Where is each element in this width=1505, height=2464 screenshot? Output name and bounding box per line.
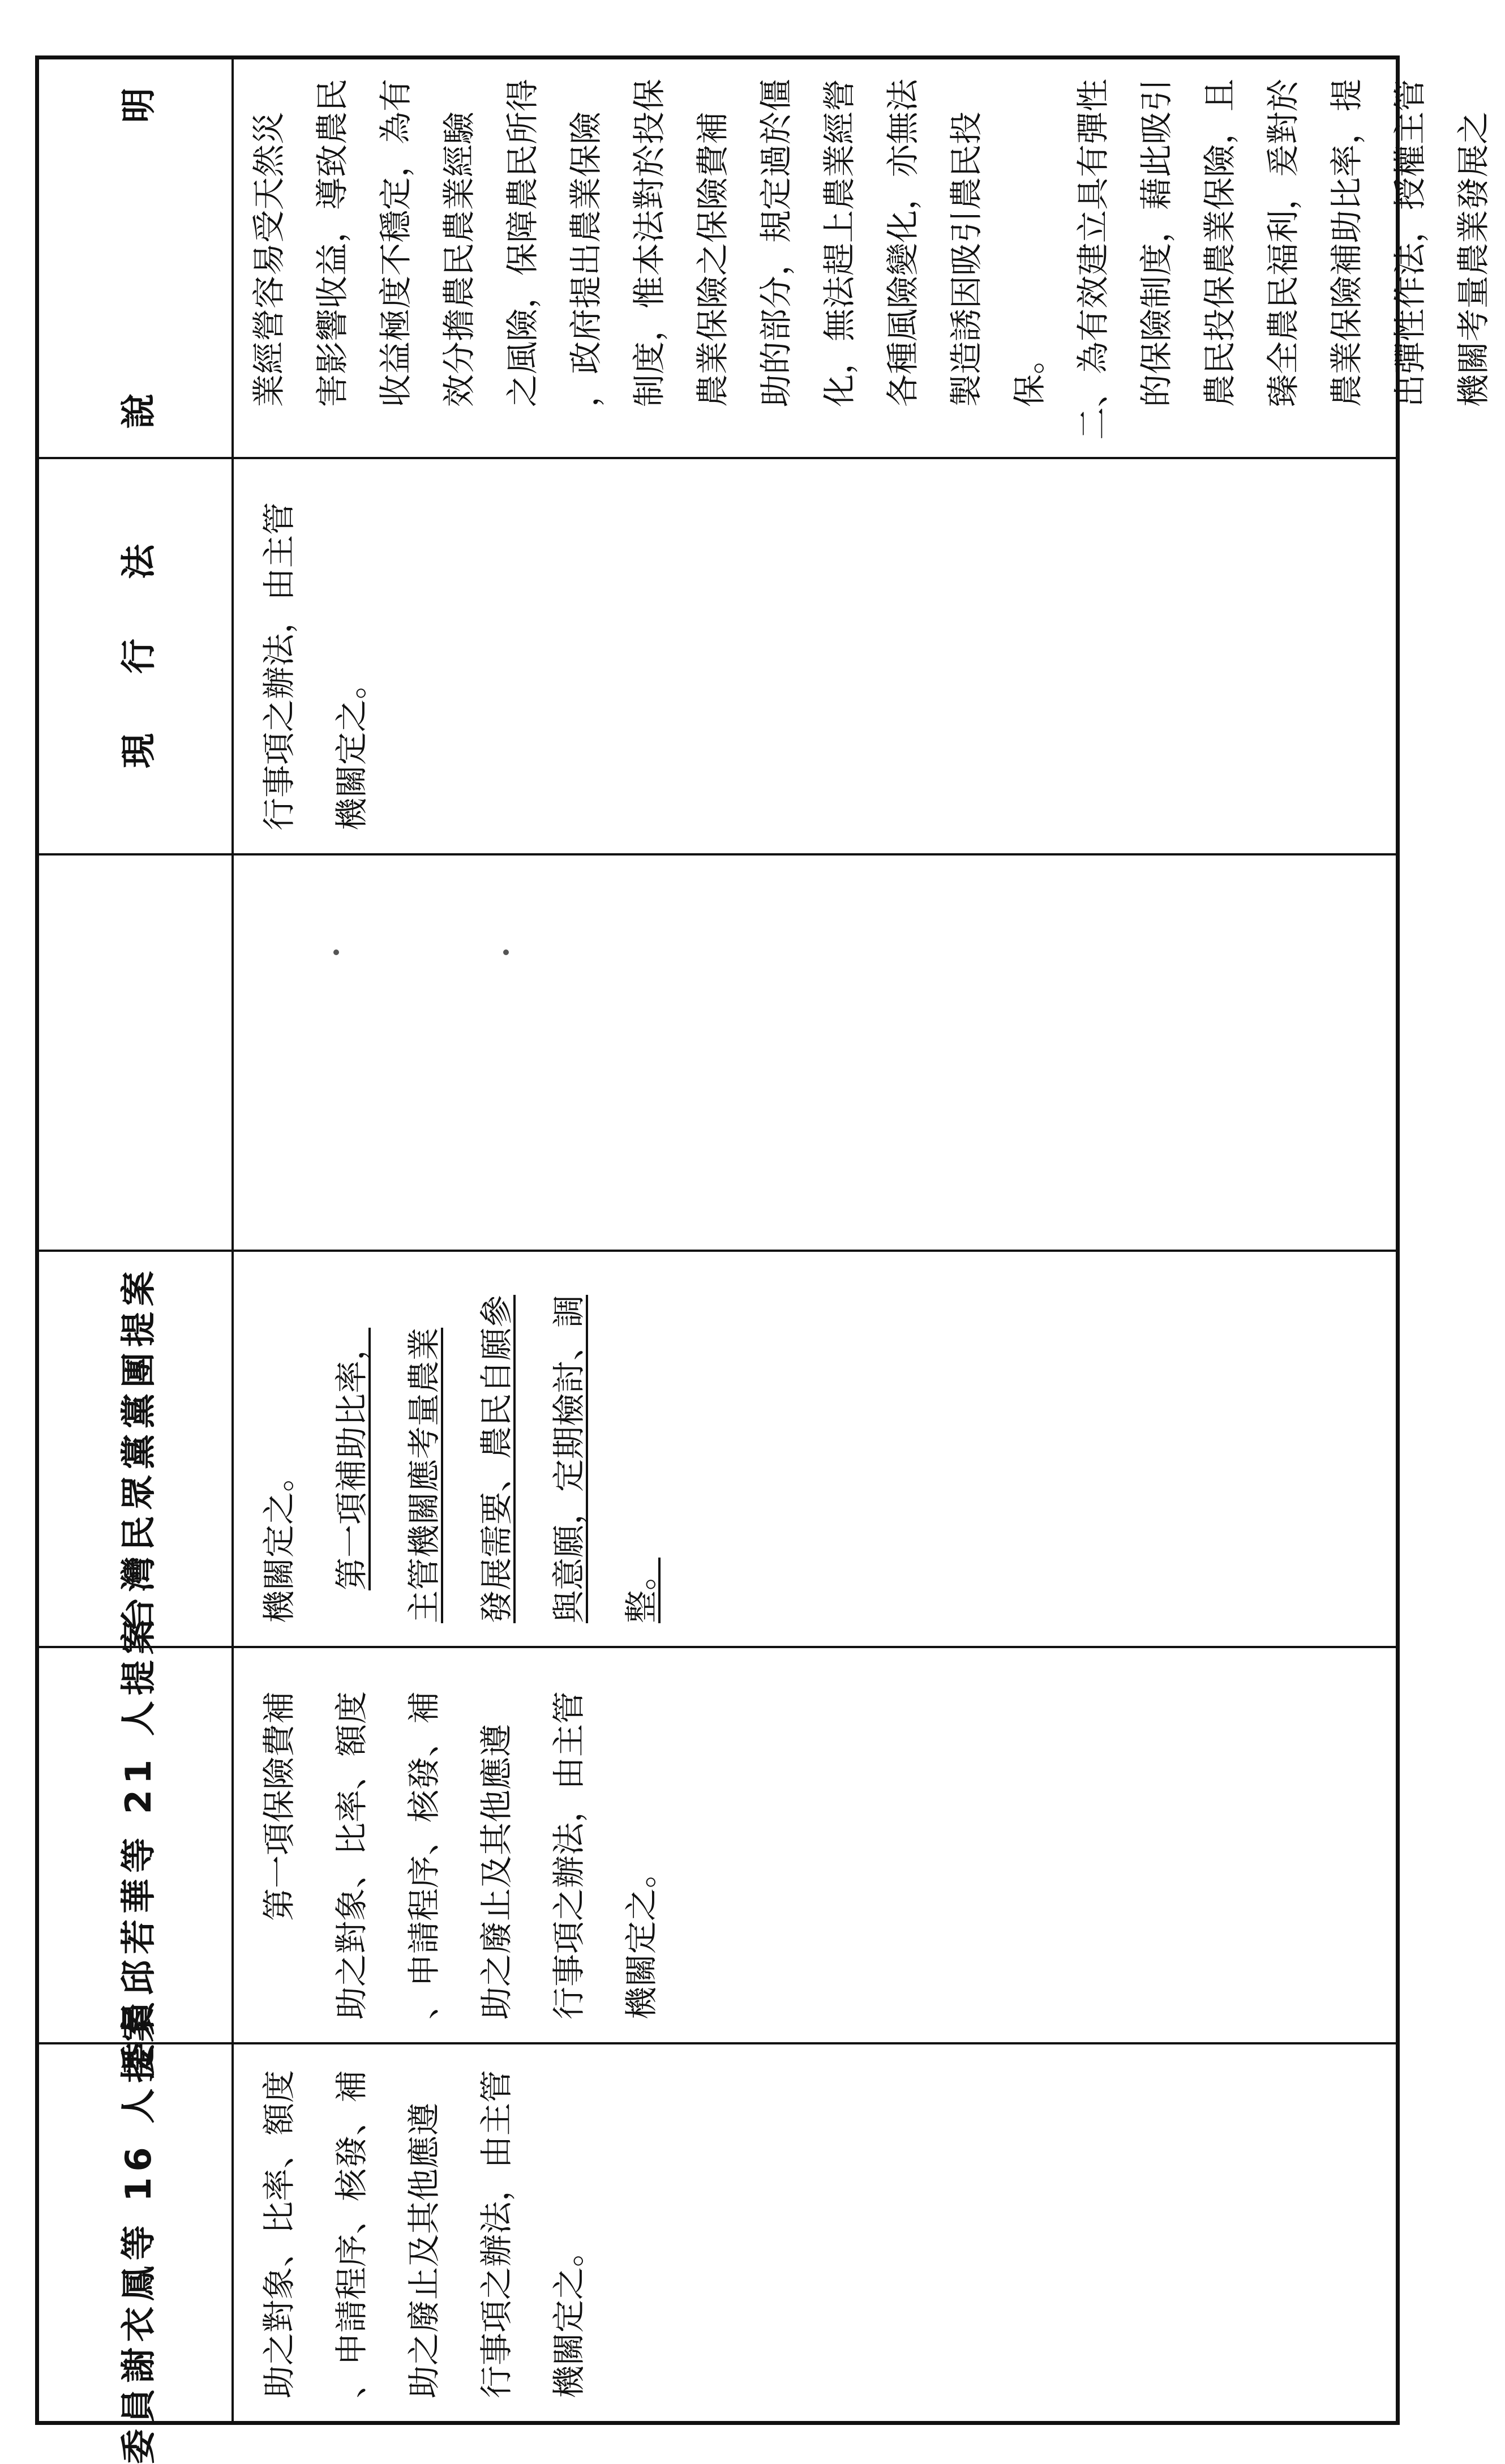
column-header [39, 459, 231, 853]
text-line: 行事項之辦法，由主管 [550, 1691, 588, 2020]
text-line: 效分擔農民農業經驗 [440, 111, 478, 407]
text-line: 農業保險之保險費補 [693, 111, 732, 407]
text-line: 機關定之。 [260, 1458, 298, 1623]
amended-text: 主管機關應考量農業 [405, 1327, 443, 1623]
text-line [460, 1269, 533, 1623]
column-header [39, 59, 231, 457]
column-xie-proposal [39, 2001, 1396, 2464]
column-body [243, 1269, 1384, 1623]
text-line: 助之廢止及其他應遵 [405, 2102, 443, 2398]
comparison-table [35, 55, 1493, 2464]
column-header: 委員謝衣鳳等 16 人提案 [117, 2001, 159, 2464]
text-line [605, 1269, 678, 1623]
text-line: 機關定之。 [550, 2234, 588, 2398]
text-line: 機關考量農業發展之 [1454, 111, 1493, 407]
column-tpp-caucus-proposal [39, 1252, 1396, 1646]
header-char: 行 [117, 639, 159, 674]
text-line [388, 1269, 460, 1623]
text-line: 助之對象、比率、額度 [332, 1691, 371, 2020]
column-explanation [39, 59, 1493, 457]
column-header: 台灣民眾黨黨團提案 [117, 1265, 159, 1633]
text-line: 行事項之辦法，由主管 [260, 502, 298, 831]
column-body [243, 2061, 1384, 2398]
amended-text: 與意願，定期檢討、調 [550, 1294, 588, 1623]
column-body [243, 1665, 1384, 2020]
text-line: 出彈性作法，授權主管 [1391, 78, 1429, 407]
text-line: 保。 [1010, 341, 1049, 407]
text-line: 收益極度不穩定，為有 [376, 78, 415, 407]
text-line: 農民投保農業保險，且 [1200, 78, 1239, 407]
text-line: 臻全農民福利，爰對於 [1264, 78, 1302, 407]
column-qiu-proposal [39, 1614, 1396, 2077]
header-char: 明 [117, 88, 159, 123]
text-line: 行事項之辦法，由主管 [477, 2069, 516, 2398]
text-line: 助的部分，規定過於僵 [757, 78, 795, 407]
text-line: 二、為有效建立具有彈性 [1074, 78, 1112, 440]
stray-mark [333, 949, 339, 955]
column-body [243, 476, 1384, 831]
column-header: 委員邱若華等 21 人提案 [117, 1614, 159, 2077]
text-line: 制度，惟本法對於投保 [630, 78, 668, 407]
text-line: 製造誘因吸引農民投 [947, 111, 985, 407]
text-line: 機關定之。 [332, 666, 371, 831]
amended-text: 整。 [622, 1557, 661, 1623]
text-line [533, 1269, 605, 1623]
amended-text: 第一項補助比率， [332, 1327, 371, 1590]
text-line: 之風險，保障農民所得 [503, 78, 542, 407]
column-empty [39, 855, 1396, 1250]
text-line: 農業保險補助比率，提 [1327, 78, 1366, 407]
text-line: 各種風險變化，亦無法 [884, 78, 922, 407]
text-line: 的保險制度，藉此吸引 [1137, 78, 1176, 407]
text-line: 害影響收益，導致農民 [313, 78, 351, 407]
text-line: 助之廢止及其他應遵 [477, 1723, 516, 2020]
column-current-law [39, 459, 1396, 853]
text-line: 、申請程序、核發、補 [405, 1691, 443, 2020]
text-line: 業經營容易受天然災 [250, 111, 288, 407]
text-line [315, 1269, 388, 1623]
text-line: 助之對象、比率、額度 [260, 2069, 298, 2398]
text-line: 、申請程序、核發、補 [332, 2069, 371, 2398]
text-line: 化，無法趕上農業經營 [820, 78, 859, 407]
stray-mark [503, 949, 509, 955]
text-line: 機關定之。 [622, 1855, 661, 2020]
text-line: ，政府提出農業保險 [567, 111, 605, 407]
header-char: 法 [117, 544, 159, 580]
header-char: 說 [117, 393, 159, 429]
column-body [237, 76, 1493, 440]
text-line: 第一項保險費補 [260, 1691, 298, 1921]
amended-text: 發展需要、農民自願參 [477, 1294, 516, 1623]
header-char: 現 [117, 733, 159, 768]
